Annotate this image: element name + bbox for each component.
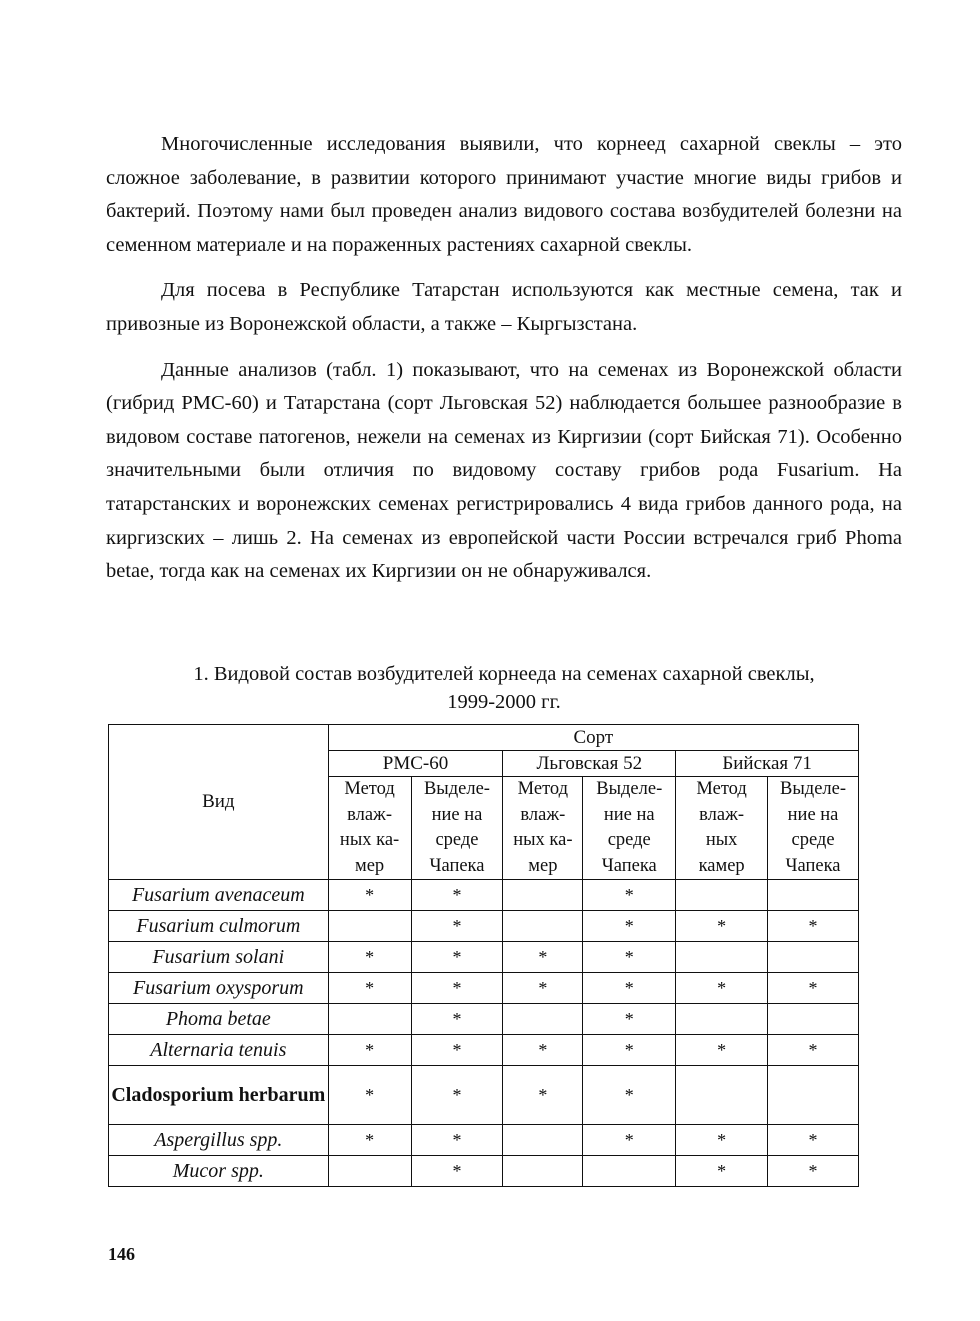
table-caption-line-1: 1. Видовой состав возбудителей корнееда на семенах сахарной свеклы, [193,663,815,685]
species-name: Aspergillus spp. [109,1125,329,1156]
variety-header: РМС-60 [328,751,503,777]
presence-mark [503,1004,583,1035]
method-header [411,777,503,880]
paragraph-3: Данные анализов (табл. 1) показывают, что на семенах из Воронежской области (гибрид РМС-60) и Татарстана (сорт Льговская 52) наблюдается большее разнообразие в видовом составе патогенов, нежели на семенах из Киргизии (сорт Бийская 71). Особенно значительными были отличия по видовому составу грибов рода Fusarium. На татарстанских и воронежских семенах регистрировались 4 вида грибов данного рода, на киргизских – лишь 2. На семенах из европейской части России встречался гриб Phoma betae, тогда как на семенах их Киргизии он не обнаруживался. [106,358,902,583]
species-name: Alternaria tenuis [109,1035,329,1066]
method-header-line: ных ка- [339,830,400,850]
presence-mark: * [676,1035,768,1066]
method-header-line: Метод [517,779,569,799]
presence-mark: * [411,911,503,942]
presence-mark: * [768,1125,859,1156]
method-header [583,777,676,880]
presence-mark [503,880,583,911]
method-header-line: среде [607,830,651,850]
method-header-line: Выделе- [596,779,663,799]
method-header-line: Метод [344,779,395,799]
presence-mark: * [676,911,768,942]
method-header [328,777,411,880]
presence-mark: * [328,1125,411,1156]
presence-mark: * [328,973,411,1004]
table-row [109,880,859,911]
method-header-line: Метод [696,779,747,799]
method-header [676,777,768,880]
presence-mark: * [411,1004,503,1035]
presence-mark: * [768,911,859,942]
presence-mark: * [411,973,503,1004]
table-caption-line-2: 1999-2000 гг. [447,691,561,713]
method-header-line: влаж- [347,804,393,825]
table-row [109,911,859,942]
paragraph-1: Многочисленные исследования выявили, что корнеед сахарной свеклы – это сложное заболевание, в развитии которого принимают участие многие виды грибов и бактерий. Поэтому нами был проведен анализ видового состава возбудителей болезни на семенном материале и на пораженных растениях сахарной свеклы. [106,133,902,256]
presence-mark: * [503,1066,583,1125]
presence-mark: * [583,973,676,1004]
presence-mark: * [583,1066,676,1125]
table-row [109,1066,859,1125]
presence-mark: * [328,942,411,973]
presence-mark: * [676,973,768,1004]
presence-mark [768,1004,859,1035]
sort-header: Сорт [328,725,858,751]
method-header-line: ных ка- [513,830,573,850]
variety-header: Льговская 52 [503,751,676,777]
presence-mark: * [583,1125,676,1156]
species-name: Phoma betae [109,1004,329,1035]
presence-mark [676,880,768,911]
species-name: Fusarium avenaceum [109,880,329,911]
presence-mark: * [583,1004,676,1035]
species-header: Вид [109,725,329,880]
method-header-line: среде [435,830,479,850]
table-row [109,1035,859,1066]
species-table [108,724,859,1187]
presence-mark: * [583,880,676,911]
method-header-line: Выделе- [423,779,490,799]
method-header [503,777,583,880]
presence-mark: * [768,1156,859,1187]
table-row [109,942,859,973]
presence-mark: * [411,1156,503,1187]
presence-mark [768,880,859,911]
method-header [768,777,859,880]
presence-mark: * [411,880,503,911]
presence-mark [328,1004,411,1035]
presence-mark: * [768,973,859,1004]
table-row [109,1125,859,1156]
presence-mark: * [676,1125,768,1156]
presence-mark [676,1066,768,1125]
table-row [109,973,859,1004]
presence-mark: * [768,1035,859,1066]
paragraph-2: Для посева в Республике Татарстан используются как местные семена, так и привозные из Воронежской области, а также – Кыргызстана. [106,279,902,335]
presence-mark: * [583,911,676,942]
presence-mark: * [676,1156,768,1187]
presence-mark: * [583,1035,676,1066]
presence-mark [503,911,583,942]
table-row [109,1004,859,1035]
method-header-line: ние на [603,804,655,825]
method-header-line: влаж- [699,804,745,825]
table-row [109,1156,859,1187]
presence-mark [328,1156,411,1187]
method-header-line: мер [528,855,558,876]
method-header-line: Чапека [601,855,657,876]
method-header-line: ние на [431,804,483,825]
presence-mark [676,942,768,973]
method-header-line: Чапека [785,855,841,876]
presence-mark: * [411,1125,503,1156]
table-caption [106,660,902,716]
presence-mark [503,1156,583,1187]
presence-mark: * [328,1066,411,1125]
variety-header: Бийская 71 [676,751,859,777]
presence-mark [676,1004,768,1035]
presence-mark [768,942,859,973]
method-header-line: Выделе- [780,779,847,799]
method-header-line: среде [791,830,835,850]
species-name: Fusarium solani [109,942,329,973]
species-name: Fusarium oxysporum [109,973,329,1004]
method-header-line: камер [698,855,745,876]
presence-mark [583,1156,676,1187]
method-header-line: ных [705,830,738,850]
header-row-sort [109,725,859,751]
species-name: Cladosporium herbarum [109,1066,329,1125]
body-text [106,128,902,601]
presence-mark: * [503,942,583,973]
presence-mark: * [583,942,676,973]
presence-mark: * [411,1035,503,1066]
method-header-line: влаж- [520,804,566,825]
presence-mark: * [411,942,503,973]
method-header-line: Чапека [429,855,485,876]
presence-mark: * [411,1066,503,1125]
presence-mark: * [503,973,583,1004]
species-name: Mucor spp. [109,1156,329,1187]
method-header-line: ние на [787,804,839,825]
presence-mark: * [328,1035,411,1066]
species-name: Fusarium culmorum [109,911,329,942]
page-number: 146 [108,1244,135,1264]
presence-mark [503,1125,583,1156]
method-header-line: мер [354,855,385,876]
table-body [109,725,859,1187]
presence-mark: * [503,1035,583,1066]
presence-mark [328,911,411,942]
presence-mark [768,1066,859,1125]
presence-mark: * [328,880,411,911]
